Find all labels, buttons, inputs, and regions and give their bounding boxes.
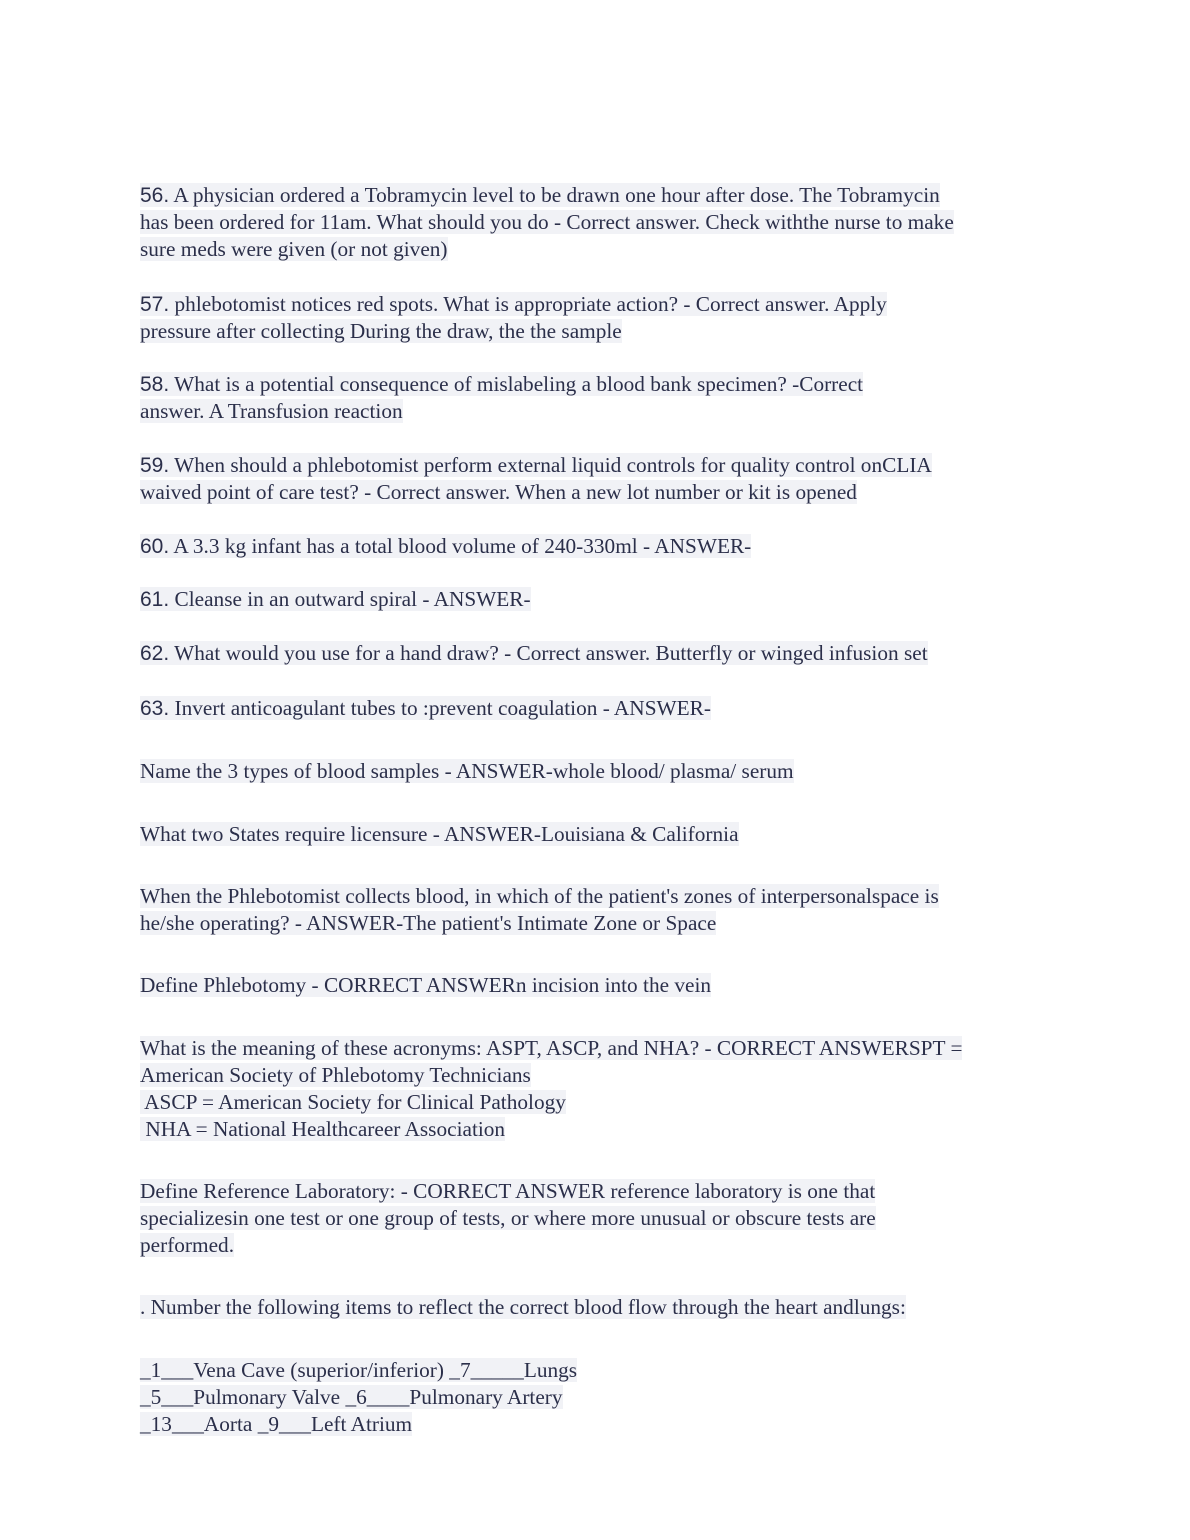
entry-blood-flow-instructions [140, 1294, 1040, 1321]
question-57 [140, 291, 1040, 345]
question-60 [140, 533, 1040, 560]
entry-text: ASCP = American Society for Clinical Pathology [140, 1090, 566, 1114]
entry-text: Define Reference Laboratory: - CORRECT ANSWER reference laboratory is one that [140, 1179, 876, 1203]
entry-text: American Society of Phlebotomy Technicians [140, 1063, 531, 1087]
question-text: Invert anticoagulant tubes to :prevent coagulation - ANSWER- [169, 696, 711, 720]
question-text: A physician ordered a Tobramycin level to be drawn one hour after dose. The Tobramycin [169, 183, 940, 207]
question-58 [140, 371, 1040, 425]
question-text: What is a potential consequence of mislabeling a blood bank specimen? -Correct [169, 372, 864, 396]
entry-licensure [140, 821, 1040, 848]
entry-text: What two States require licensure - ANSWER-Louisiana & California [140, 822, 739, 846]
entry-text: he/she operating? - ANSWER-The patient's Intimate Zone or Space [140, 911, 717, 935]
entry-text: _5___Pulmonary Valve _6____Pulmonary Artery [140, 1385, 563, 1409]
entry-text: . Number the following items to reflect the correct blood flow through the heart andlungs: [140, 1295, 906, 1319]
entry-text: _13___Aorta _9___Left Atrium [140, 1412, 413, 1436]
question-number: 57. [140, 293, 170, 316]
question-text: When should a phlebotomist perform external liquid controls for quality control onCLIA [169, 453, 932, 477]
question-61 [140, 586, 1040, 613]
entry-text: What is the meaning of these acronyms: ASPT, ASCP, and NHA? - CORRECT ANSWERSPT = [140, 1036, 963, 1060]
entry-reference-laboratory [140, 1178, 1040, 1259]
question-text: phlebotomist notices red spots. What is appropriate action? - Correct answer. Apply [169, 292, 887, 316]
entry-define-phlebotomy [140, 972, 1040, 999]
entry-text: When the Phlebotomist collects blood, in which of the patient's zones of interpersonalspace is [140, 884, 939, 908]
question-number: 58. [140, 373, 170, 396]
entry-interpersonal-zone [140, 883, 1040, 937]
question-number: 63. [140, 697, 170, 720]
question-text: answer. A Transfusion reaction [140, 399, 403, 423]
question-text: has been ordered for 11am. What should you do - Correct answer. Check withthe nurse to make [140, 210, 954, 234]
question-number: 59. [140, 454, 170, 477]
question-text: A 3.3 kg infant has a total blood volume of 240-330ml - ANSWER- [169, 534, 752, 558]
question-text: waived point of care test? - Correct answer. When a new lot number or kit is opened [140, 480, 857, 504]
question-63 [140, 695, 1040, 722]
entry-text: Define Phlebotomy - CORRECT ANSWERn incision into the vein [140, 973, 712, 997]
entry-text: _1___Vena Cave (superior/inferior) _7_____Lungs [140, 1358, 578, 1382]
question-62 [140, 640, 1040, 667]
entry-text: specializesin one test or one group of tests, or where more unusual or obscure tests are [140, 1206, 876, 1230]
entry-blood-samples [140, 758, 1040, 785]
question-text: Cleanse in an outward spiral - ANSWER- [169, 587, 531, 611]
entry-blood-flow-list [140, 1357, 1040, 1438]
question-number: 62. [140, 642, 170, 665]
entry-acronyms [140, 1035, 1040, 1143]
question-59 [140, 452, 1040, 506]
entry-text: performed. [140, 1233, 235, 1257]
question-text: sure meds were given (or not given) [140, 237, 448, 261]
entry-text: NHA = National Healthcareer Association [140, 1117, 506, 1141]
question-text: What would you use for a hand draw? - Correct answer. Butterfly or winged infusion set [169, 641, 928, 665]
question-text: pressure after collecting During the draw, the the sample [140, 319, 622, 343]
question-number: 56. [140, 184, 170, 207]
question-number: 61. [140, 588, 170, 611]
entry-text: Name the 3 types of blood samples - ANSWER-whole blood/ plasma/ serum [140, 759, 794, 783]
question-56 [140, 182, 1040, 263]
question-number: 60. [140, 535, 170, 558]
